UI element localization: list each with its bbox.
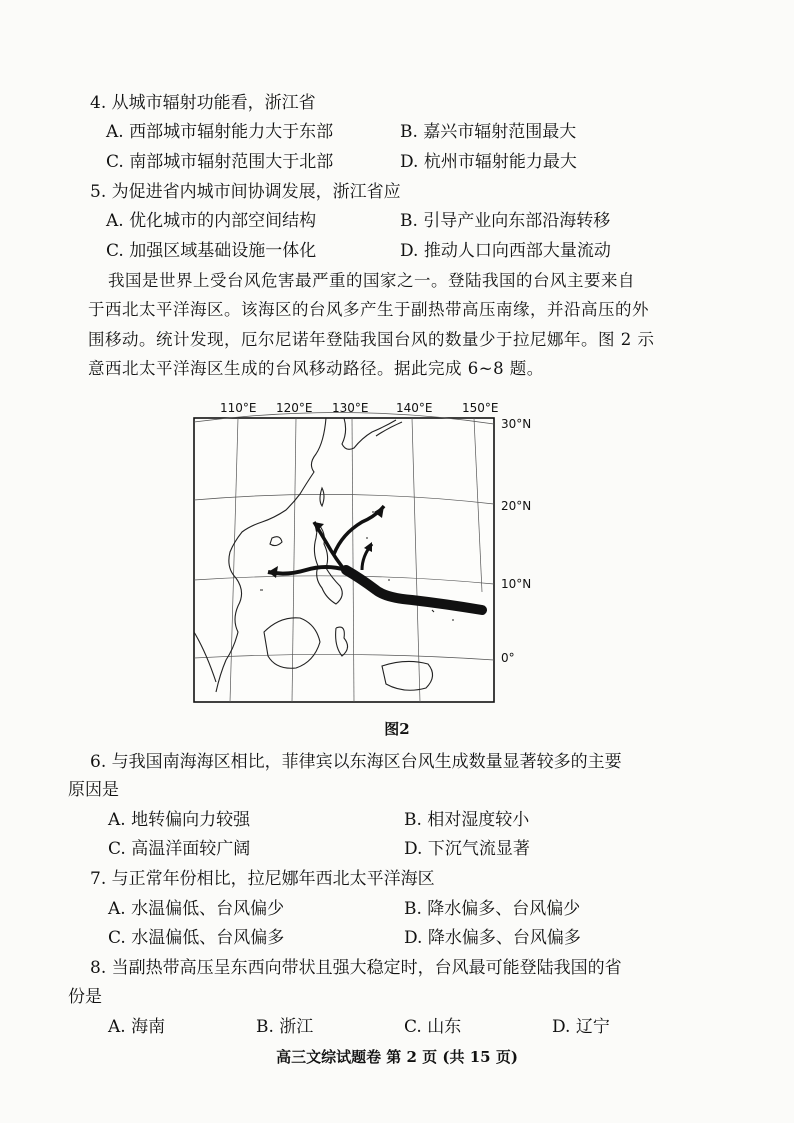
- q8-stem-line-2: 份是: [68, 987, 102, 1007]
- lat-label-0: 0°: [501, 651, 515, 665]
- q7-option-b: B. 降水偏多、台风偏少: [404, 899, 581, 919]
- q8-stem-line-1: 8. 当副热带高压呈东西向带状且强大稳定时，台风最可能登陆我国的省: [90, 958, 622, 978]
- passage-line-2: 于西北太平洋海区。该海区的台风多产生于副热带高压南缘，并沿高压的外: [88, 300, 649, 319]
- q4-option-b: B. 嘉兴市辐射范围最大: [400, 122, 577, 142]
- lon-label-120: 120°E: [276, 401, 313, 415]
- q5-stem: 5. 为促进省内城市间协调发展，浙江省应: [90, 182, 401, 202]
- lon-label-110: 110°E: [220, 401, 257, 415]
- lon-label-150: 150°E: [462, 401, 499, 415]
- passage-line-1: 我国是世界上受台风危害最严重的国家之一。登陆我国的台风主要来自: [108, 271, 635, 290]
- q5-option-b: B. 引导产业向东部沿海转移: [400, 211, 611, 231]
- q8-option-b: B. 浙江: [256, 1017, 314, 1037]
- q4-option-a: A. 西部城市辐射能力大于东部: [106, 122, 334, 142]
- q6-stem-line-2: 原因是: [68, 780, 119, 800]
- lat-label-30n: 30°N: [501, 417, 532, 431]
- map-frame: [194, 418, 494, 702]
- passage-line-3: 围移动。统计发现，厄尔尼诺年登陆我国台风的数量少于拉尼娜年。图 2 示: [88, 330, 655, 349]
- lat-label-10n: 10°N: [501, 577, 532, 591]
- q7-option-d: D. 降水偏多、台风偏多: [404, 928, 581, 948]
- q6-stem-line-1: 6. 与我国南海海区相比，菲律宾以东海区台风生成数量显著较多的主要: [90, 752, 622, 772]
- q7-option-a: A. 水温偏低、台风偏少: [108, 899, 285, 919]
- q7-option-c: C. 水温偏低、台风偏多: [108, 928, 285, 948]
- q8-option-a: A. 海南: [108, 1017, 166, 1037]
- q6-option-d: D. 下沉气流显著: [404, 839, 530, 859]
- q4-option-d: D. 杭州市辐射能力最大: [400, 152, 577, 172]
- passage-line-4: 意西北太平洋海区生成的台风移动路径。据此完成 6~8 题。: [88, 359, 544, 378]
- typhoon-path-map: [176, 392, 556, 712]
- q5-option-d: D. 推动人口向西部大量流动: [400, 241, 611, 261]
- q6-option-b: B. 相对湿度较小: [404, 810, 530, 830]
- page-footer: 高三文综试题卷 第 2 页 (共 15 页): [276, 1048, 518, 1066]
- lon-label-140: 140°E: [396, 401, 433, 415]
- q7-stem: 7. 与正常年份相比，拉尼娜年西北太平洋海区: [90, 869, 435, 889]
- q6-option-c: C. 高温洋面较广阔: [108, 839, 251, 859]
- q4-stem: 4. 从城市辐射功能看，浙江省: [90, 93, 316, 113]
- lon-label-130: 130°E: [332, 401, 369, 415]
- lat-label-20n: 20°N: [501, 499, 532, 513]
- q8-option-c: C. 山东: [404, 1017, 462, 1037]
- q5-option-a: A. 优化城市的内部空间结构: [106, 211, 317, 231]
- figure-caption: 图2: [384, 720, 410, 738]
- q6-option-a: A. 地转偏向力较强: [108, 810, 251, 830]
- q4-option-c: C. 南部城市辐射范围大于北部: [106, 152, 334, 172]
- q5-option-c: C. 加强区域基础设施一体化: [106, 241, 317, 261]
- q8-option-d: D. 辽宁: [552, 1017, 610, 1037]
